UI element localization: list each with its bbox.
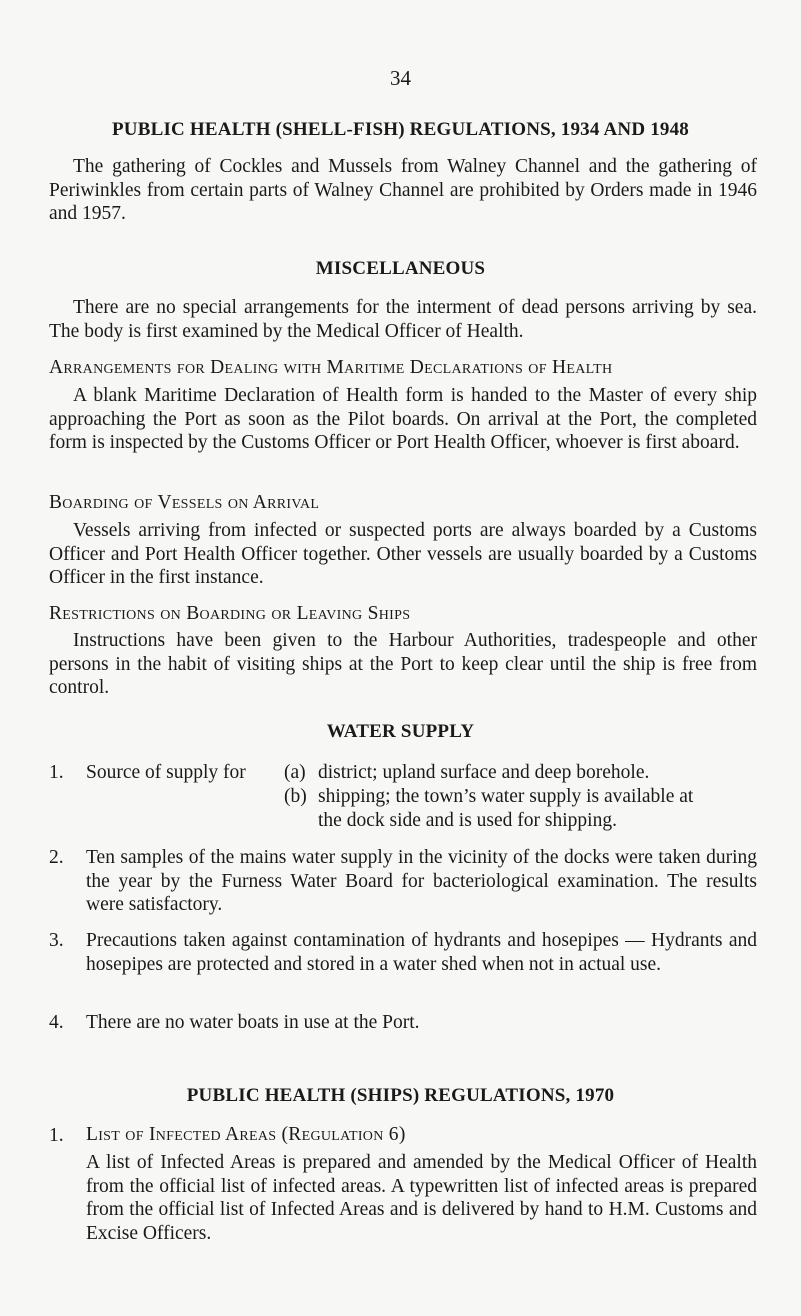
arrangements-paragraph: A blank Maritime Declaration of Health form is handed to the Master of every ship approaching the Port as soon as the Pilot boards. On arrival at the Port, the completed form is inspected by the Customs Officer or Port Health Officer, whoever is first aboard. — [49, 385, 757, 453]
shellfish-paragraph: The gathering of Cockles and Mussels from Walney Channel and the gathering of Periwinkles from certain parts of Walney Channel are prohibited by Orders made in 1946 and 1957. — [49, 156, 757, 224]
water-item-2-text: Ten samples of the mains water supply in the vicinity of the docks were taken during the year by the Furness Water Board for bacteriological examination. The results were satisfactory. — [86, 847, 757, 915]
water-item-1b-line2: the dock side and is used for shipping. — [318, 810, 617, 831]
water-item-1a-label: (a) — [284, 762, 306, 783]
water-supply-heading: WATER SUPPLY — [326, 721, 475, 742]
boarding-paragraph: Vessels arriving from infected or suspected ports are always boarded by a Customs Officer and Port Health Officer together. Other vessels are usually boarded by a Customs Officer in the first instance. — [49, 520, 757, 588]
water-item-3-text: Precautions taken against contamination of hydrants and hosepipes — Hydrants and hosepipes are protected and stored in a water shed when not in actual use. — [86, 930, 757, 975]
ships-heading: PUBLIC HEALTH (SHIPS) REGULATIONS, 1970 — [186, 1085, 615, 1106]
water-item-1-number: 1. — [49, 762, 64, 783]
ships-item-1-text: A list of Infected Areas is prepared and amended by the Medical Officer of Health from the official list of infected areas. A typewritten list of infected areas is prepared from the official list of Infected Areas and is delivered by hand to H.M. Customs and Excise Officers. — [86, 1152, 757, 1244]
page-number: 34 — [390, 66, 411, 90]
shellfish-heading: PUBLIC HEALTH (SHELL-FISH) REGULATIONS, 1934 AND 1948 — [111, 119, 689, 140]
water-item-1-lead: Source of supply for — [86, 762, 246, 783]
water-item-1a-text: district; upland surface and deep borehole. — [318, 762, 650, 783]
restrictions-paragraph: Instructions have been given to the Harbour Authorities, tradespeople and other persons in the habit of visiting ships at the Port to keep clear until the ship is free from control. — [49, 630, 757, 698]
arrangements-heading: Arrangements for Dealing with Maritime Declarations of Health — [49, 357, 613, 378]
miscellaneous-paragraph: There are no special arrangements for the interment of dead persons arriving by sea. The body is first examined by the Medical Officer of Health. — [49, 297, 757, 342]
water-item-2-number: 2. — [49, 847, 64, 868]
ships-item-1-number: 1. — [49, 1125, 64, 1146]
water-item-1b-label: (b) — [284, 786, 307, 807]
ships-item-1-heading: List of Infected Areas (Regulation 6) — [86, 1124, 406, 1145]
water-item-1b-line1: shipping; the town’s water supply is available at — [318, 786, 694, 807]
miscellaneous-heading: MISCELLANEOUS — [315, 258, 486, 279]
water-item-4-number: 4. — [49, 1012, 64, 1033]
restrictions-heading: Restrictions on Boarding or Leaving Ships — [49, 603, 411, 624]
boarding-heading: Boarding of Vessels on Arrival — [49, 492, 320, 513]
water-item-4-text: There are no water boats in use at the Port. — [86, 1012, 420, 1033]
water-item-3-number: 3. — [49, 930, 64, 951]
